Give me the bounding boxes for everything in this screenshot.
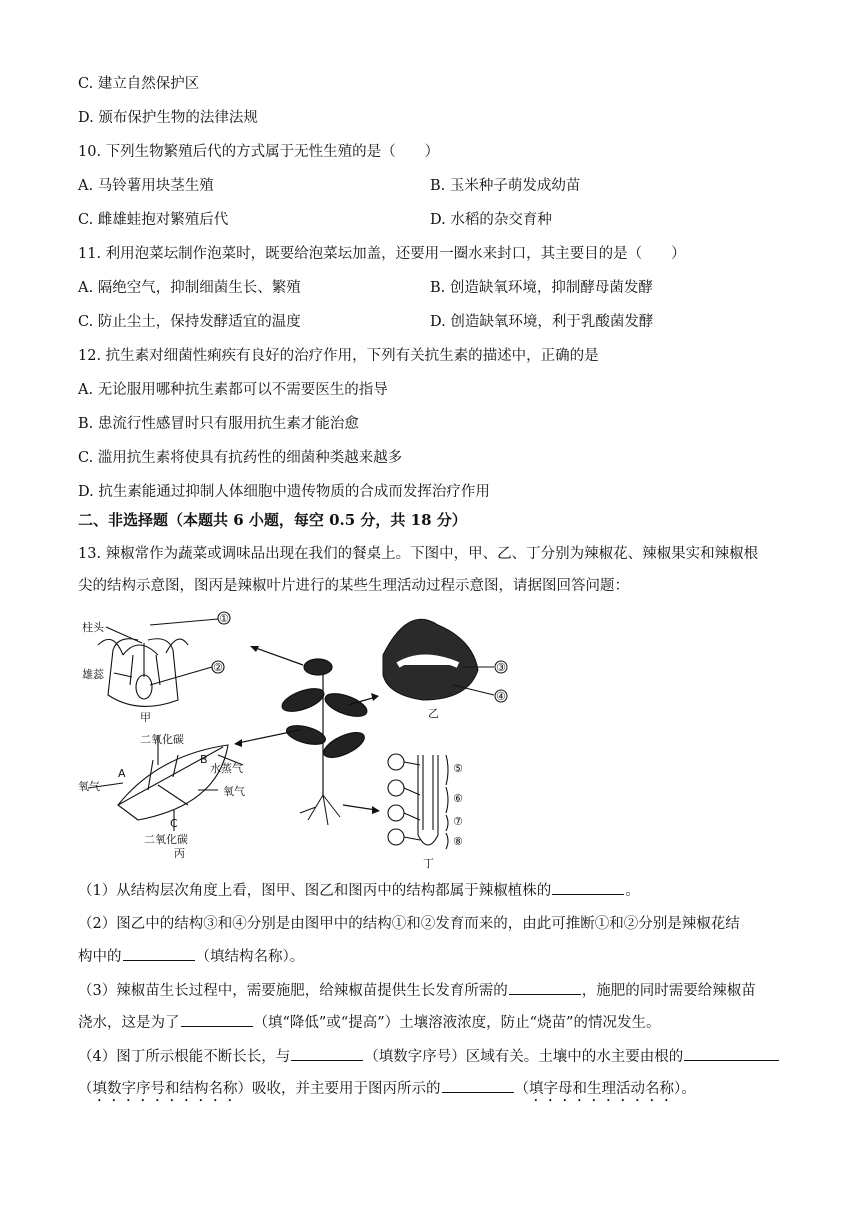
label-xiongrui: 雄蕊 [82,668,104,681]
marker-8: ⑧ [453,835,463,848]
q13-stem-line1: 13. 辣椒常作为蔬菜或调味品出现在我们的餐桌上。下图中，甲、乙、丁分别为辣椒花、辣椒果实和辣椒根 [78,546,759,562]
q13-part4-text2: ）吸收，并主要用于图丙所示的 [237,1081,441,1097]
answer-blank-3[interactable] [509,980,581,995]
q13-part3-end: （填“降低”或“提高”）土壤溶液浓度，防止“烧苗”的情况发生。 [253,1015,661,1031]
q11-stem: 11. 利用泡菜坛制作泡菜时，既要给泡菜坛加盖，还要用一圈水来封口，其主要目的是（ ） [78,246,686,262]
q13-part4-mid: （填数字序号）区域有关。土壤中的水主要由根的 [364,1049,684,1065]
q10-option-a: A. 马铃薯用块茎生殖 [78,178,214,194]
q10-option-d: D. 水稻的杂交育种 [430,212,552,228]
q13-part2-line1: （2）图乙中的结构③和④分别是由图甲中的结构①和②发育而来的，由此可推断①和②分别是辣椒花结 [78,916,740,932]
answer-blank-6[interactable] [684,1046,779,1061]
q13-part4-line2 [78,1078,696,1105]
label-water: 水蒸气 [210,762,243,775]
q9-option-d: D. 颁布保护生物的法律法规 [78,110,258,126]
answer-blank-4[interactable] [181,1012,253,1027]
q13-part3-mid: ，施肥的同时需要给辣椒苗 [581,983,756,999]
marker-4: ④ [496,690,506,703]
label-bing: 丙 [174,847,185,860]
label-jia: 甲 [140,711,151,724]
q13-part1-text: （1）从结构层次角度上看，图甲、图乙和图丙中的结构都属于辣椒植株的 [78,883,552,899]
label-o2-left: 氧气 [78,780,100,793]
label-yi: 乙 [428,707,439,720]
marker-3: ③ [496,661,506,674]
answer-blank-1[interactable] [552,880,624,895]
q10-option-b: B. 玉米种子萌发成幼苗 [430,178,581,194]
q12-option-b: B. 患流行性感冒时只有服用抗生素才能治愈 [78,416,359,432]
label-co2-top: 二氧化碳 [140,733,184,746]
q12-option-d: D. 抗生素能通过抑制人体细胞中遗传物质的合成而发挥治疗作用 [78,484,490,500]
q13-part3-line2 [78,1012,660,1033]
q13-part4-line1 [78,1046,780,1067]
label-A: A [118,767,126,780]
marker-1: ① [219,612,229,625]
label-B: B [200,753,208,766]
marker-7: ⑦ [453,815,463,828]
q13-part4-text: （4）图丁所示根能不断长长，与 [78,1049,291,1065]
label-o2-right: 氧气 [223,785,245,798]
q13-part3-text: （3）辣椒苗生长过程中，需要施肥，给辣椒苗提供生长发育所需的 [78,983,508,999]
marker-2: ② [213,661,223,674]
answer-blank-7[interactable] [442,1078,514,1093]
q13-part1-end: 。 [625,883,640,899]
paren-open: （ [78,1081,93,1097]
q11-option-d: D. 创造缺氧环境，利于乳酸菌发酵 [430,314,654,330]
q13-part1 [78,880,640,901]
label-ding: 丁 [423,857,434,870]
q13-part2-line2 [78,946,304,967]
emphasis-text-1: 填数字序号和结构名称 [92,1081,238,1097]
q9-option-c: C. 建立自然保护区 [78,76,200,92]
q12-stem: 12. 抗生素对细菌性痢疾有良好的治疗作用，下列有关抗生素的描述中，正确的是 [78,348,599,364]
q12-option-c: C. 滥用抗生素将使具有抗药性的细菌种类越来越多 [78,450,403,466]
pepper-plant [279,659,370,825]
label-zhutou: 柱头 [82,621,104,634]
answer-blank-2[interactable] [123,946,195,961]
q13-part2-text: 构中的 [78,949,122,965]
q13-part3-text2: 浇水，这是为了 [78,1015,180,1031]
root-tip-diagram [388,754,448,849]
answer-blank-5[interactable] [291,1046,363,1061]
q12-option-a: A. 无论服用哪种抗生素都可以不需要医生的指导 [78,382,388,398]
q10-option-c: C. 雌雄蛙抱对繁殖后代 [78,212,229,228]
q13-stem-line2: 尖的结构示意图，图丙是辣椒叶片进行的某些生理活动过程示意图，请据图回答问题： [78,578,629,594]
q11-option-c: C. 防止尘土，保持发酵适宜的温度 [78,314,301,330]
label-C: C [170,817,178,830]
emphasis-text-2: 填字母和生理活动名称 [529,1081,674,1097]
flower-diagram [98,612,230,706]
marker-6: ⑥ [453,792,463,805]
q13-part3-line1 [78,980,756,1001]
q13-part2-end: （填结构名称）。 [195,949,305,965]
paren-open-2: （ [514,1081,529,1097]
label-co2-bottom: 二氧化碳 [144,833,188,846]
leaf-diagram [88,735,243,831]
marker-5: ⑤ [453,762,463,775]
section-heading: 二、非选择题（本题共 6 小题，每空 0.5 分，共 18 分） [78,511,467,529]
pepper-structure-figure [78,605,518,870]
q11-option-b: B. 创造缺氧环境，抑制酵母菌发酵 [430,280,653,296]
q10-stem: 10. 下列生物繁殖后代的方式属于无性生殖的是（ ） [78,144,440,160]
q13-part4-end: ）。 [674,1081,696,1097]
q11-option-a: A. 隔绝空气，抑制细菌生长、繁殖 [78,280,301,296]
